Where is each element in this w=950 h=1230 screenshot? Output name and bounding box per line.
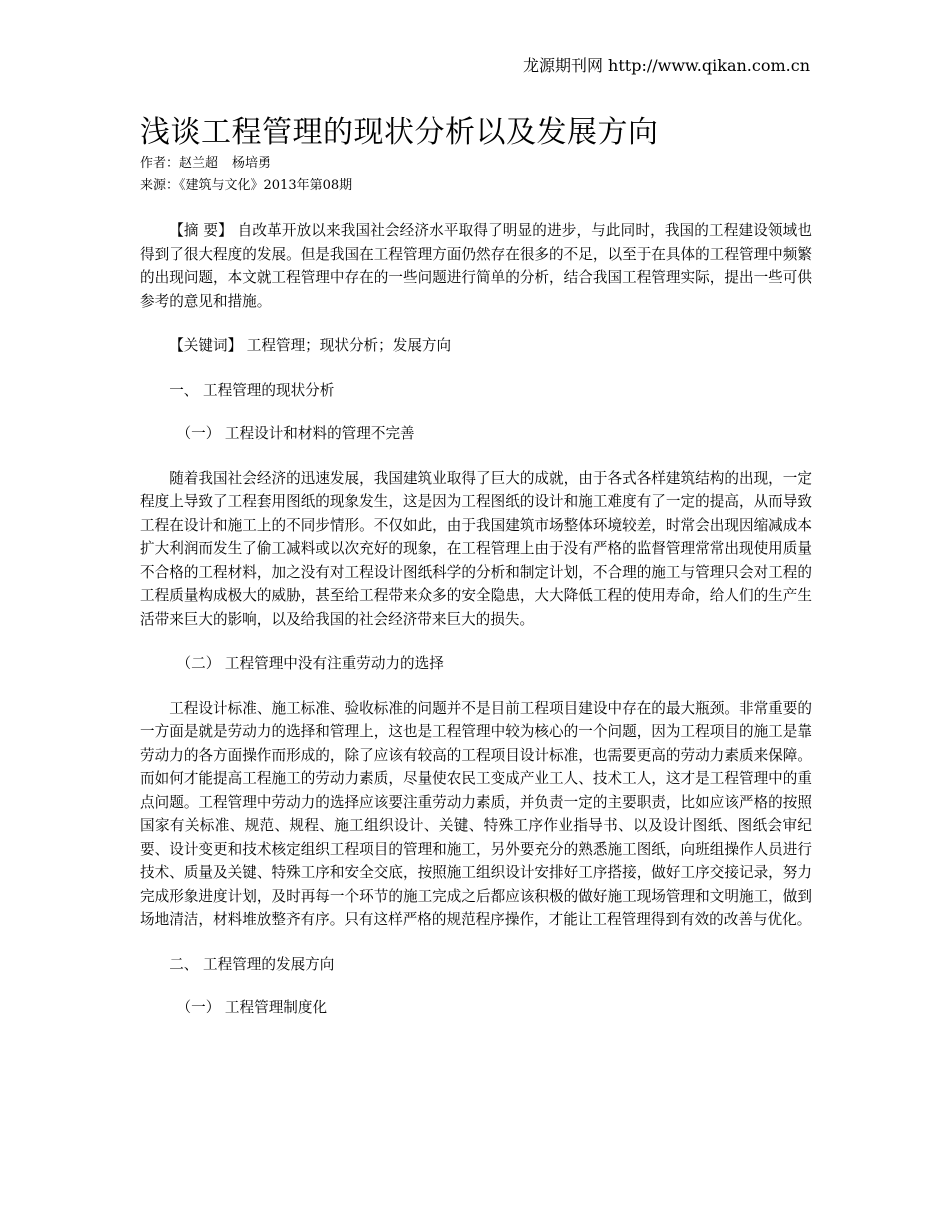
author-label: 作者： [140,156,180,171]
body-paragraph: 随着我国社会经济的迅速发展，我国建筑业取得了巨大的成就，由于各式各样建筑结构的出现，一定程度上导致了工程套用图纸的现象发生，这是因为工程图纸的设计和施工难度有了一定的提高，从而导致工程在设计和施工上的不同步情形。不仅如此，由于我国建筑市场整体环境较差，时常会出现因缩减成本扩大利润而发生了偷工减料或以次充好的现象，在工程管理上由于没有严格的监督管理常常出现使用质量不合格的工程材料，加之没有对工程设计图纸科学的分析和制定计划，不合理的施工与管理只会对工程的工程质量构成极大的威胁，甚至给工程带来众多的安全隐患，大大降低工程的使用寿命，给人们的生产生活带来巨大的影响，以及给我国的社会经济带来巨大的损失。 [140,469,812,628]
author-line [140,155,271,173]
body-paragraph: 工程设计标准、施工标准、验收标准的问题并不是目前工程项目建设中存在的最大瓶颈。非常重要的一方面是就是劳动力的选择和管理上，这也是工程管理中较为核心的一个问题，因为工程项目的施工是靠劳动力的各方面操作而形成的，除了应该有较高的工程项目设计标准，也需要更高的劳动力素质来保障。而如何才能提高工程施工的劳动力素质，尽量使农民工变成产业工人、技术工人，这才是工程管理中的重点问题。工程管理中劳动力的选择应该要注重劳动力素质，并负责一定的主要职责，比如应该严格的按照国家有关标准、规范、规程、施工组织设计、关键、特殊工序作业指导书、以及设计图纸、图纸会审纪要、设计变更和技术核定组织工程项目的管理和施工，另外要充分的熟悉施工图纸，向班组操作人员进行技术、质量及关键、特殊工序和安全交底，按照施工组织设计安排好工序搭接，做好工序交接记录，努力完成形象进度计划，及时再每一个环节的施工完成之后都应该积极的做好施工现场管理和文明施工，做到场地清洁，材料堆放整齐有序。只有这样严格的规范程序操作，才能让工程管理得到有效的改善与优化。 [140,699,812,928]
section-heading: 二、 工程管理的发展方向 [169,955,335,973]
author-name: 赵兰超 [179,156,219,171]
subsection-heading: （二） 工程管理中没有注重劳动力的选择 [176,655,444,672]
source-text: 《建筑与文化》2013年第08期 [179,178,353,193]
section-heading: 一、 工程管理的现状分析 [169,381,335,399]
article-body [140,219,812,1020]
site-header[interactable]: 龙源期刊网 http://www.qikan.com.cn [522,56,810,75]
subsection-heading: （一） 工程设计和材料的管理不完善 [176,425,415,442]
keywords-line: 【关键词】 工程管理；现状分析；发展方向 [169,337,452,354]
source-line [140,177,352,195]
article-title: 浅谈工程管理的现状分析以及发展方向 [140,115,659,150]
abstract-paragraph: 【摘 要】 自改革开放以来我国社会经济水平取得了明显的进步，与此同时，我国的工程建设领域也得到了很大程度的发展。但是我国在工程管理方面仍然存在很多的不足，以至于在具体的工程管理中频繁的出现问题，本文就工程管理中存在的一些问题进行简单的分析，结合我国工程管理实际，提出一些可供参考的意见和措施。 [140,222,812,310]
author-name: 杨培勇 [232,156,272,171]
subsection-heading: （一） 工程管理制度化 [176,999,328,1016]
source-label: 来源： [140,178,180,193]
